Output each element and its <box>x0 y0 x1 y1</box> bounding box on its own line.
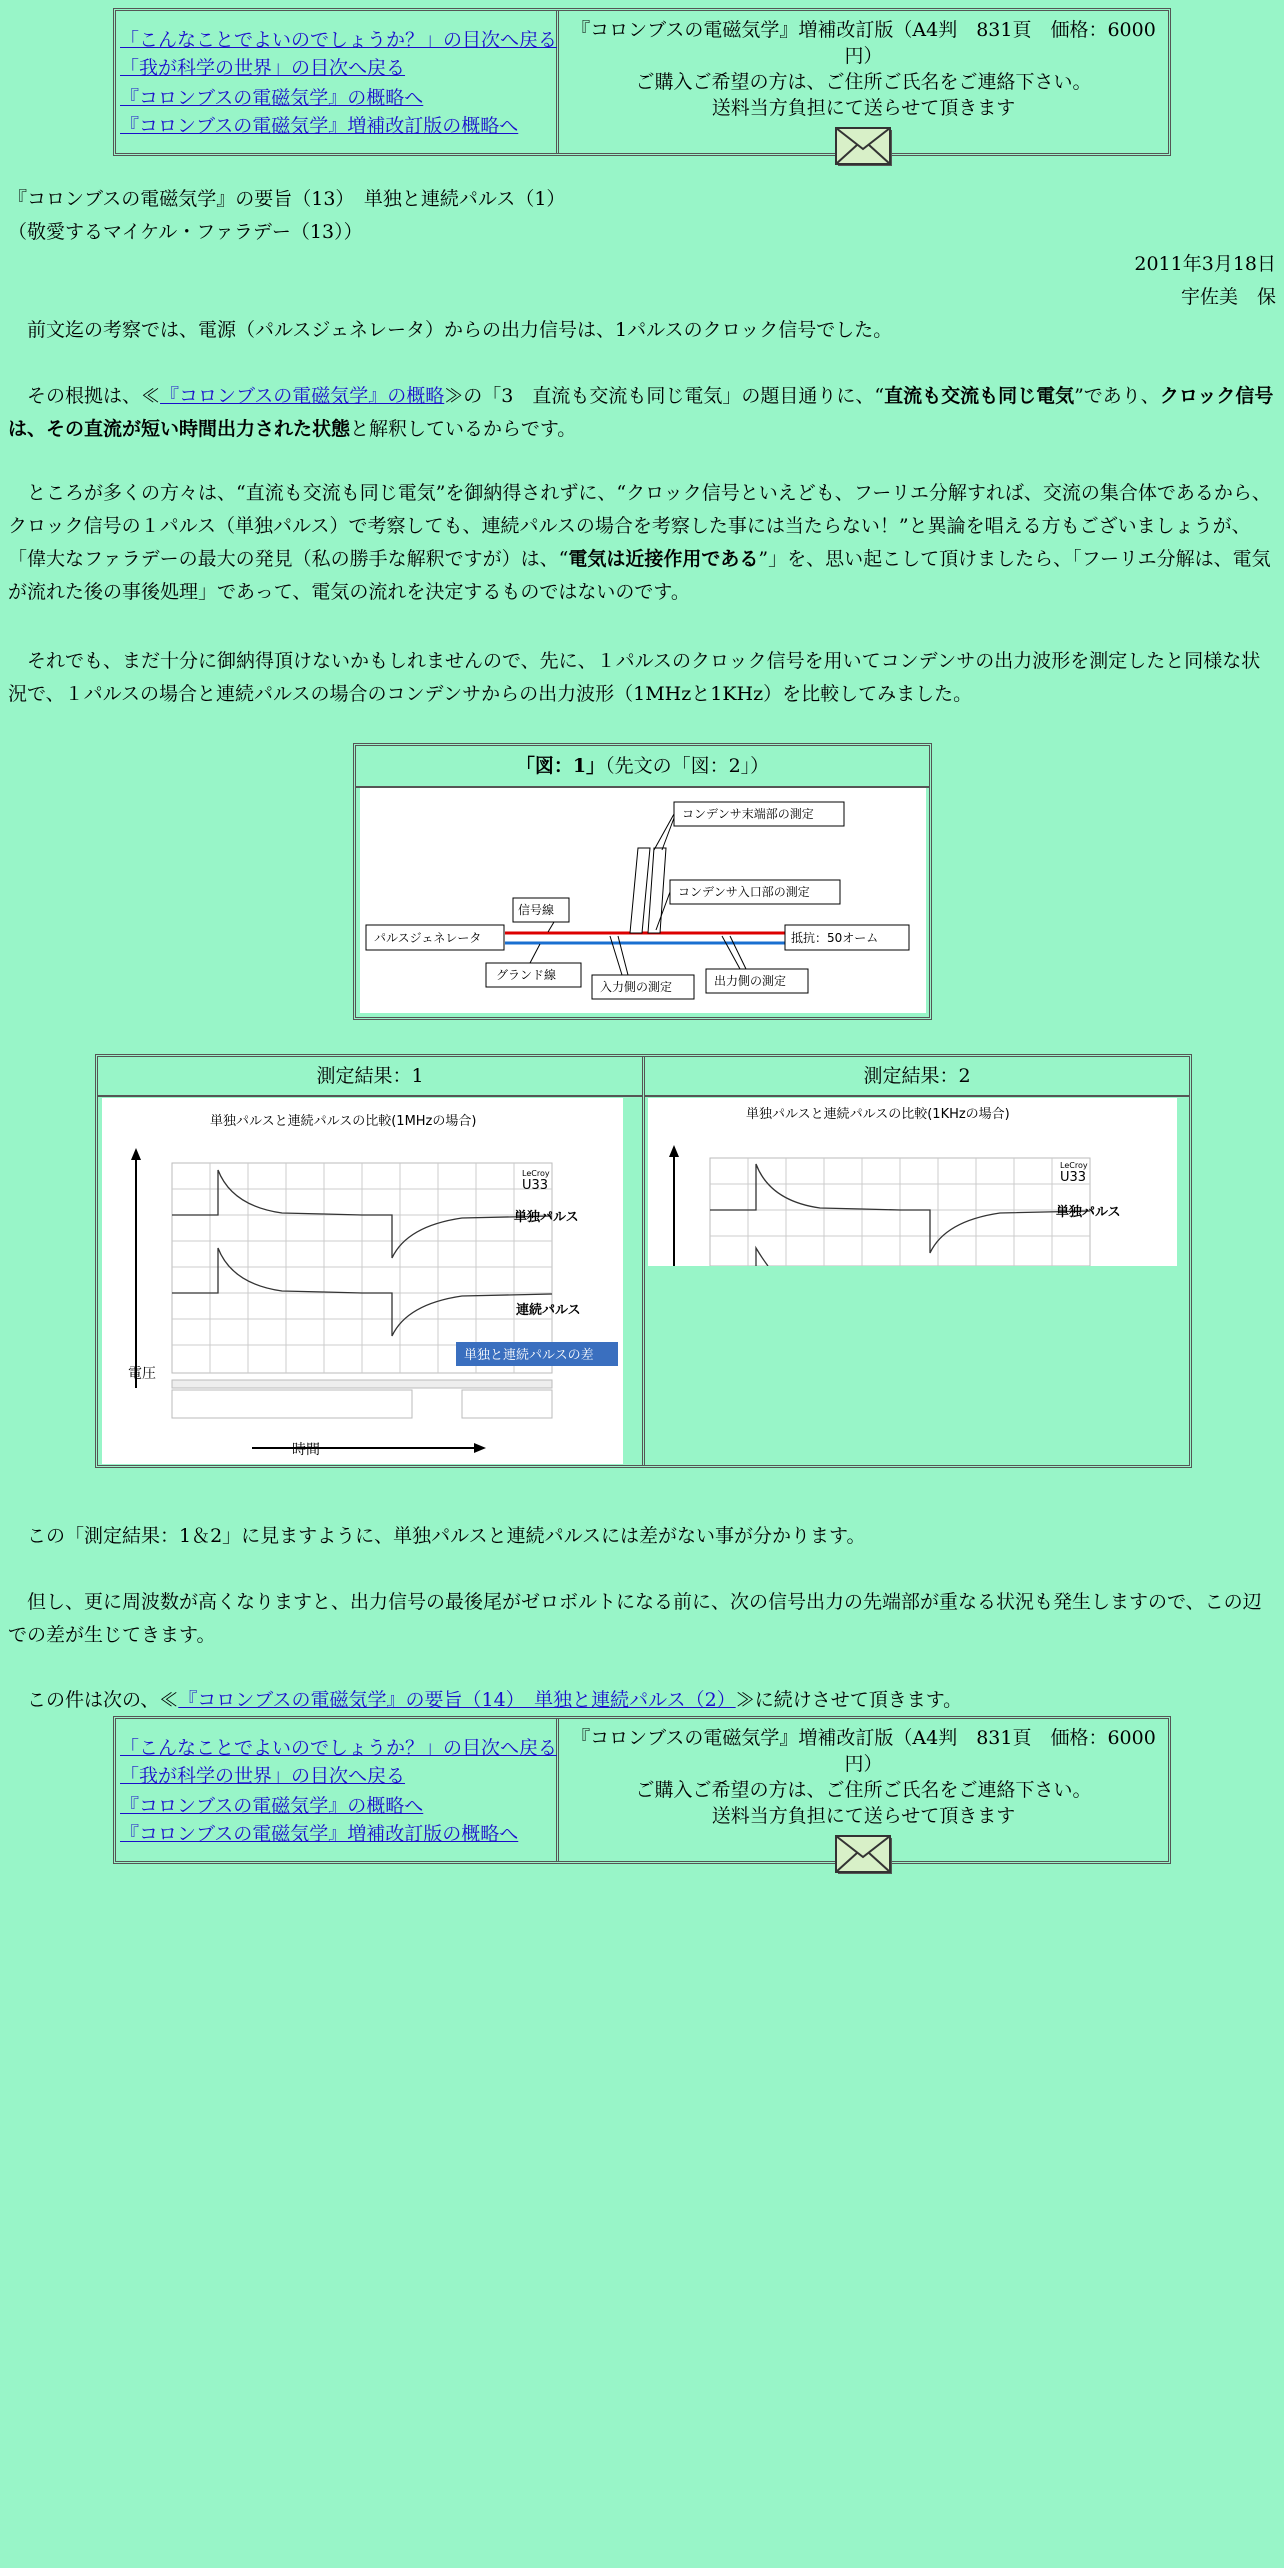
circuit-diagram <box>360 788 926 1013</box>
result-2 <box>642 1057 1189 1465</box>
label-input-side: 入力側の測定 <box>600 980 673 994</box>
label-resistor: 抵抗：50オーム <box>791 931 879 945</box>
osc2-title: 単独パルスと連続パルスの比較(1KHzの場合) <box>746 1107 1010 1122</box>
osc1-title: 単独パルスと連続パルスの比較(1MHzの場合) <box>210 1114 477 1129</box>
osc1-single-label: 単独パルス <box>514 1210 579 1225</box>
osc1-xaxis-label: 時間 <box>292 1442 320 1458</box>
result-1 <box>98 1057 642 1465</box>
osc2-model: U33 <box>1060 1170 1087 1185</box>
paragraph-2: その根拠は、≪『コロンブスの電磁気学』の概略≫の「3 直流も交流も同じ電気」の題目通りに、“直流も交流も同じ電気”であり、クロック信号は、その直流が短い時間出力された状態と解釈しているからです。 <box>8 385 1274 440</box>
osc1-continuous-label: 連続パルス <box>516 1303 581 1318</box>
paragraph-3: ところが多くの方々は、“直流も交流も同じ電気”を御納得されずに、“クロック信号といえども、フーリエ分解すれば、交流の集合体であるから、クロック信号の１パルス（単独パルス）で考察しても、連続パルスの場合を考察した事には当たらない！”と異論を唱える方もございましょうが、「偉大なファラデーの最大の発見（私の勝手な解釈ですが）は、“電気は近接作用である”」を、思い起こして頂けましたら、「フーリエ分解は、電気が流れた後の事後処理」であって、電気の流れを決定するものではないのです。 <box>8 482 1271 603</box>
book-shipping-note: 送料当方負担にて送らせて頂きます <box>711 97 1016 119</box>
osc1-diff-label: 単独と連続パルスの差 <box>464 1348 594 1363</box>
link-columbus-revised-overview-bottom[interactable]: 『コロンブスの電磁気学』増補改訂版の概略へ <box>120 1822 519 1845</box>
nav-table-top <box>113 8 1171 156</box>
envelope-icon[interactable] <box>835 1835 893 1882</box>
figure-1-caption: 「図：1」（先文の「図：2」） <box>356 746 929 788</box>
envelope-icon[interactable] <box>835 127 893 174</box>
results-table <box>95 1054 1192 1468</box>
link-toc-konnakoto-bottom[interactable]: 「こんなことでよいのでしょうか？」の目次へ戻る <box>120 1737 558 1759</box>
article-date: 2011年3月18日 <box>1134 253 1276 275</box>
result-1-header: 測定結果：1 <box>98 1057 642 1097</box>
link-toc-konnakoto[interactable]: 「こんなことでよいのでしょうか？」の目次へ戻る <box>120 29 558 51</box>
book-title: 『コロンブスの電磁気学』増補改訂版（A4判 831頁 価格：6000円） <box>571 19 1156 67</box>
paragraph-7: この件は次の、≪『コロンブスの電磁気学』の要旨（14） 単独と連続パルス（2）≫に続けさせて頂きます。 <box>27 1689 963 1711</box>
osc2-single-label: 単独パルス <box>1056 1205 1121 1220</box>
oscilloscope-1mhz <box>102 1098 623 1464</box>
link-toc-science-bottom[interactable]: 「我が科学の世界」の目次へ戻る <box>120 1764 406 1787</box>
book-info <box>559 11 1168 153</box>
label-pulse-generator: パルスジェネレータ <box>374 931 482 945</box>
label-capacitor-input: コンデンサ入口部の測定 <box>678 885 810 899</box>
book-title-bottom: 『コロンブスの電磁気学』増補改訂版（A4判 831頁 価格：6000円） <box>571 1727 1156 1775</box>
link-toc-science[interactable]: 「我が科学の世界」の目次へ戻る <box>120 56 406 79</box>
label-signal-wire: 信号線 <box>518 903 555 917</box>
paragraph-6: 但し、更に周波数が高くなりますと、出力信号の最後尾がゼロボルトになる前に、次の信号出力の先端部が重なる状況も発生しますので、この辺での差が生じてきます。 <box>8 1591 1262 1646</box>
link-columbus-overview-inline[interactable]: 『コロンブスの電磁気学』の概略 <box>160 385 445 407</box>
link-columbus-revised-overview[interactable]: 『コロンブスの電磁気学』増補改訂版の概略へ <box>120 114 519 137</box>
label-output-side: 出力側の測定 <box>714 974 787 988</box>
osc1-model: U33 <box>522 1178 549 1193</box>
result-2-header: 測定結果：2 <box>645 1057 1189 1097</box>
osc2-brand: LeCroy <box>1060 1161 1088 1170</box>
nav-table-bottom <box>113 1716 1171 1864</box>
label-ground-wire: グランド線 <box>496 968 557 982</box>
book-info-bottom <box>559 1719 1168 1861</box>
label-capacitor-end: コンデンサ末端部の測定 <box>682 807 814 821</box>
article-subtitle: （敬愛するマイケル・ファラデー（13）） <box>8 221 363 243</box>
article-author: 宇佐美 保 <box>1180 286 1276 308</box>
book-order-note-bottom: ご購入ご希望の方は、ご住所ご氏名をご連絡下さい。 <box>635 1779 1092 1801</box>
book-shipping-note-bottom: 送料当方負担にて送らせて頂きます <box>711 1805 1016 1827</box>
link-next-article[interactable]: 『コロンブスの電磁気学』の要旨（14） 単独と連続パルス（2） <box>178 1689 736 1711</box>
figure-1 <box>353 743 932 1020</box>
nav-links <box>116 11 559 153</box>
oscilloscope-1khz <box>648 1098 1177 1266</box>
book-order-note: ご購入ご希望の方は、ご住所ご氏名をご連絡下さい。 <box>635 71 1092 93</box>
link-columbus-overview[interactable]: 『コロンブスの電磁気学』の概略へ <box>120 87 424 109</box>
paragraph-4: それでも、まだ十分に御納得頂けないかもしれませんので、先に、１パルスのクロック信号を用いてコンデンサの出力波形を測定したと同様な状況で、１パルスの場合と連続パルスの場合のコンデンサからの出力波形（1MHzと1KHz）を比較してみました。 <box>8 650 1261 705</box>
paragraph-5: この「測定結果：1＆2」に見ますように、単独パルスと連続パルスには差がない事が分かります。 <box>27 1525 866 1547</box>
paragraph-1: 前文迄の考察では、電源（パルスジェネレータ）からの出力信号は、1パルスのクロック信号でした。 <box>27 319 893 341</box>
osc1-brand: LeCroy <box>522 1169 550 1178</box>
link-columbus-overview-bottom[interactable]: 『コロンブスの電磁気学』の概略へ <box>120 1795 424 1817</box>
article-title: 『コロンブスの電磁気学』の要旨（13） 単独と連続パルス（1） <box>8 188 566 210</box>
osc1-yaxis-label: 電圧 <box>128 1366 156 1382</box>
nav-links-bottom <box>116 1719 559 1861</box>
